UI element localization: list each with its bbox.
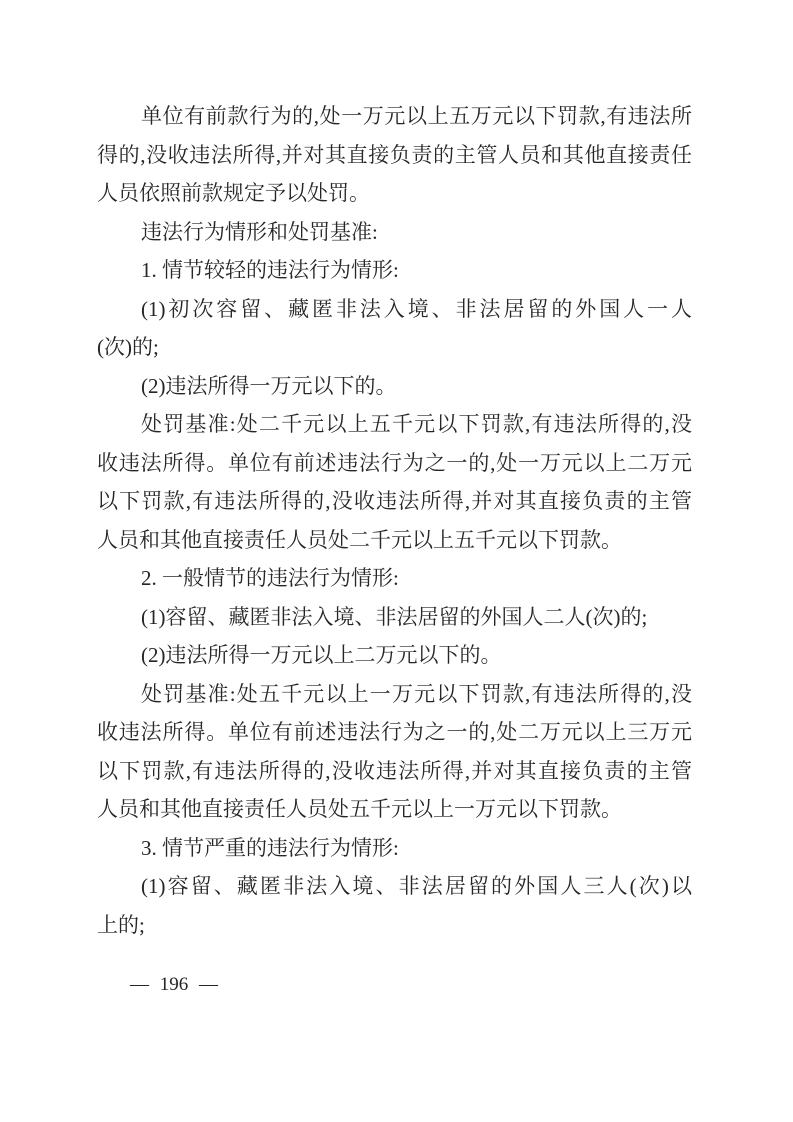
- body-text-block: [97, 97, 692, 944]
- page-number-text: — 196 —: [130, 974, 218, 995]
- text-line: (次)的;: [97, 335, 159, 359]
- text-line: 得的,没收违法所得,并对其直接负责的主管人员和其他直接责任: [97, 142, 692, 167]
- text-line: 以下罚款,有违法所得的,没收违法所得,并对其直接负责的主管: [97, 758, 692, 783]
- text-line: 人员依照前款规定予以处罚。: [97, 181, 370, 205]
- text-line: 收违法所得。单位有前述违法行为之一的,处一万元以上二万元: [97, 450, 692, 475]
- text-line: 以下罚款,有违法所得的,没收违法所得,并对其直接负责的主管: [97, 489, 692, 513]
- text-line: (1)容留、藏匿非法入境、非法居留的外国人三人(次)以: [141, 874, 692, 898]
- text-line: 单位有前款行为的,处一万元以上五万元以下罚款,有违法所: [141, 104, 692, 128]
- text-line: (1)初次容留、藏匿非法入境、非法居留的外国人一人: [141, 296, 692, 321]
- text-line: 人员和其他直接责任人员处五千元以上一万元以下罚款。: [97, 797, 622, 821]
- text-line: 人员和其他直接责任人员处二千元以上五千元以下罚款。: [97, 527, 622, 552]
- text-line: 1. 情节较轻的违法行为情形:: [141, 258, 399, 282]
- text-line: 违法行为情形和处罚基准:: [141, 219, 378, 244]
- text-line: 处罚基准:处五千元以上一万元以下罚款,有违法所得的,没: [141, 681, 692, 706]
- text-line: 处罚基准:处二千元以上五千元以下罚款,有违法所得的,没: [141, 412, 692, 436]
- text-line: 收违法所得。单位有前述违法行为之一的,处二万元以上三万元: [97, 720, 692, 744]
- page-number: [130, 966, 218, 1005]
- text-line: (2)违法所得一万元以下的。: [141, 373, 397, 398]
- text-line: (2)违法所得一万元以上二万元以下的。: [141, 643, 502, 667]
- text-line: 2. 一般情节的违法行为情形:: [141, 566, 399, 590]
- text-line: 3. 情节严重的违法行为情形:: [141, 835, 399, 860]
- text-line: 上的;: [97, 912, 145, 937]
- text-line: (1)容留、藏匿非法入境、非法居留的外国人二人(次)的;: [141, 604, 648, 629]
